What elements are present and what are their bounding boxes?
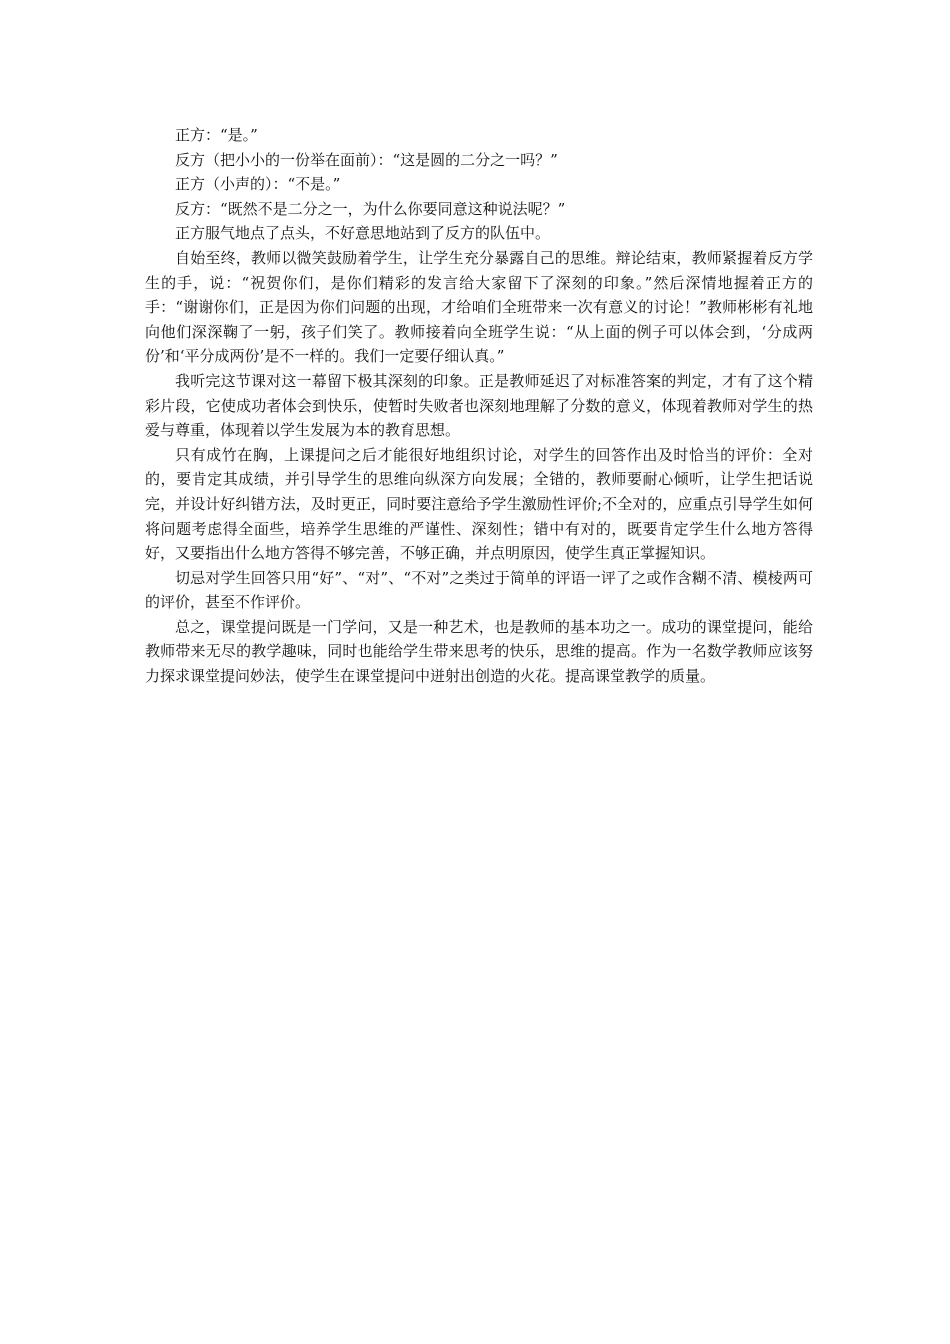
paragraph-reflection: 我听完这节课对这一幕留下极其深刻的印象。正是教师延迟了对标准答案的判定，才有了这个精彩片段，它使成功者体会到快乐，使暂时失败者也深刻地理解了分数的意义，体现着教师对学生的热爱与尊重，体现着以学生发展为本的教育思想。: [145, 371, 813, 440]
document-body: [145, 123, 813, 689]
paragraph-negative-question: 反方（把小小的一份举在面前）：“这是圆的二分之一吗？”: [175, 150, 558, 169]
paragraph-conclusion: 总之，课堂提问既是一门学问，又是一种艺术，也是教师的基本功之一。成功的课堂提问，能给教师带来无尽的教学趣味，同时也能给学生带来思考的快乐，思维的提高。作为一名数学教师应该努力探求课堂提问妙法，使学生在课堂提问中迸射出创造的火花。提高课堂教学的质量。: [145, 617, 813, 686]
paragraph-avoid-simple-comments: 切忌对学生回答只用“好”、“对”、“不对”之类过于简单的评语一评了之或作含糊不清、模棱两可的评价，甚至不作评价。: [145, 568, 813, 612]
paragraph-teacher-encourages: 自始至终，教师以微笑鼓励着学生，让学生充分暴露自己的思维。辩论结束，教师紧握着反方学生的手，说：“祝贺你们，是你们精彩的发言给大家留下了深刻的印象。”然后深情地握着正方的手：“谢谢你们，正是因为你们问题的出现，才给咱们全班带来一次有意义的讨论！”教师彬彬有礼地向他们深深鞠了一躬，孩子们笑了。教师接着向全班学生说：“从上面的例子可以体会到，‘分成两份’和‘平分成两份’是不一样的。我们一定要仔细认真。”: [145, 248, 813, 366]
paragraph-affirmative-no: 正方（小声的）：“不是。”: [175, 175, 341, 194]
paragraph-negative-challenge: 反方：“既然不是二分之一，为什么你要同意这种说法呢？”: [175, 199, 566, 218]
paragraph-affirmative-concedes: 正方服气地点了点头，不好意思地站到了反方的队伍中。: [175, 224, 551, 243]
paragraph-affirmative-yes: 正方：“是。”: [175, 126, 258, 144]
paragraph-evaluation-methods: 只有成竹在胸，上课提问之后才能很好地组织讨论，对学生的回答作出及时恰当的评价：全对的，要肯定其成绩，并引导学生的思维向纵深方向发展；全错的，教师要耐心倾听，让学生把话说完，并设计好纠错方法，及时更正，同时要注意给予学生激励性评价;不全对的，应重点引导学生如何将问题考虑得全面些，培养学生思维的严谨性、深刻性；错中有对的，既要肯定学生什么地方答得好，又要指出什么地方答得不够完善，不够正确，并点明原因，使学生真正掌握知识。: [145, 445, 813, 563]
